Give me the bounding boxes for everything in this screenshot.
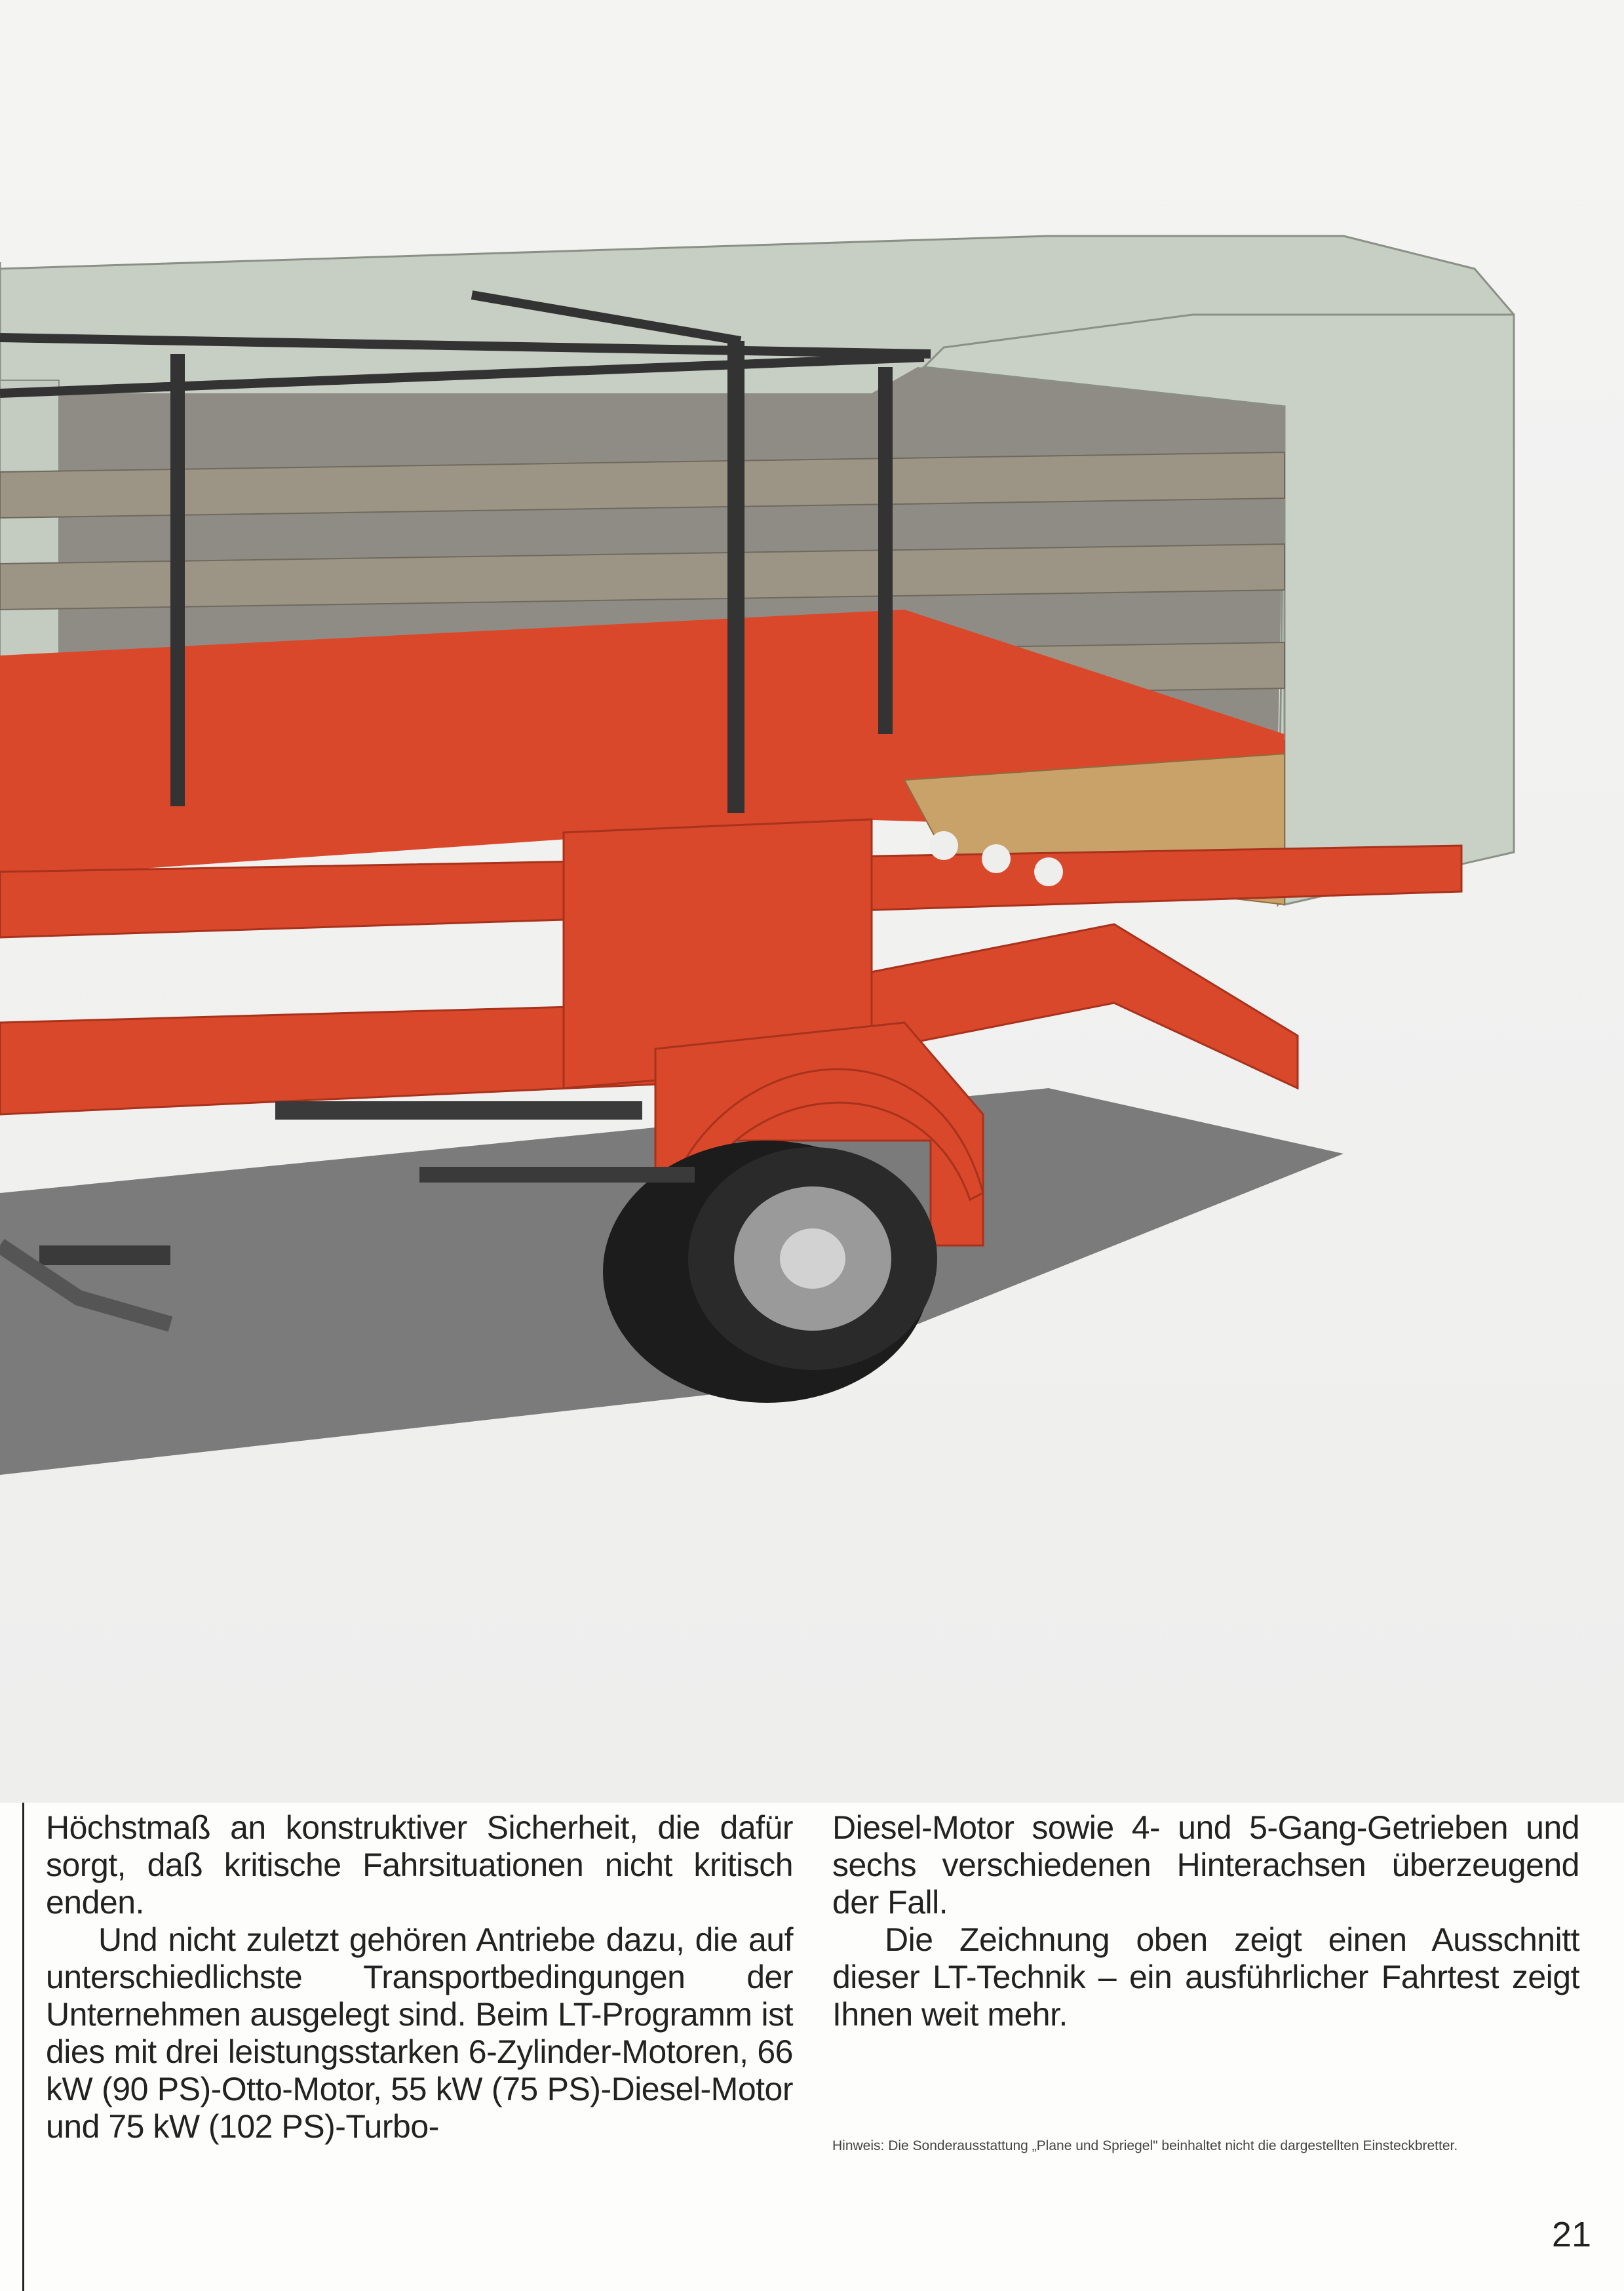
footnote: Hinweis: Die Sonderausstattung „Plane und Spriegel" beinhaltet nicht die dargestellten Einsteckbretter. (832, 2138, 1458, 2153)
paragraph: Diesel-Motor sowie 4- und 5-Gang-Getrieben und sechs verschiedenen Hinterachsen überzeugend der Fall. (832, 1809, 1579, 1921)
text-column-right (832, 1809, 1579, 2033)
text-column-left (46, 1809, 793, 2145)
paragraph: Die Zeichnung oben zeigt einen Ausschnitt dieser LT-Technik – ein ausführlicher Fahrtest zeigt Ihnen weit mehr. (832, 1921, 1579, 2033)
paragraph: Höchstmaß an konstruktiver Sicherheit, die dafür sorgt, daß kritische Fahrsituationen nicht kritisch enden. (46, 1809, 793, 1921)
page-number: 21 (1551, 2215, 1591, 2254)
tarp-left-panel (0, 380, 59, 669)
paragraph: Und nicht zuletzt gehören Antriebe dazu, die auf unterschiedlichste Transportbedingungen der Unternehmen ausgelegt sind. Beim LT-Programm ist dies mit drei leistungsstarken 6-Zylinder-Motoren, 66 kW (90 PS)-Otto-Motor, 55 kW (75 PS)-Diesel-Motor und 75 kW (102 PS)-Turbo- (46, 1921, 793, 2145)
